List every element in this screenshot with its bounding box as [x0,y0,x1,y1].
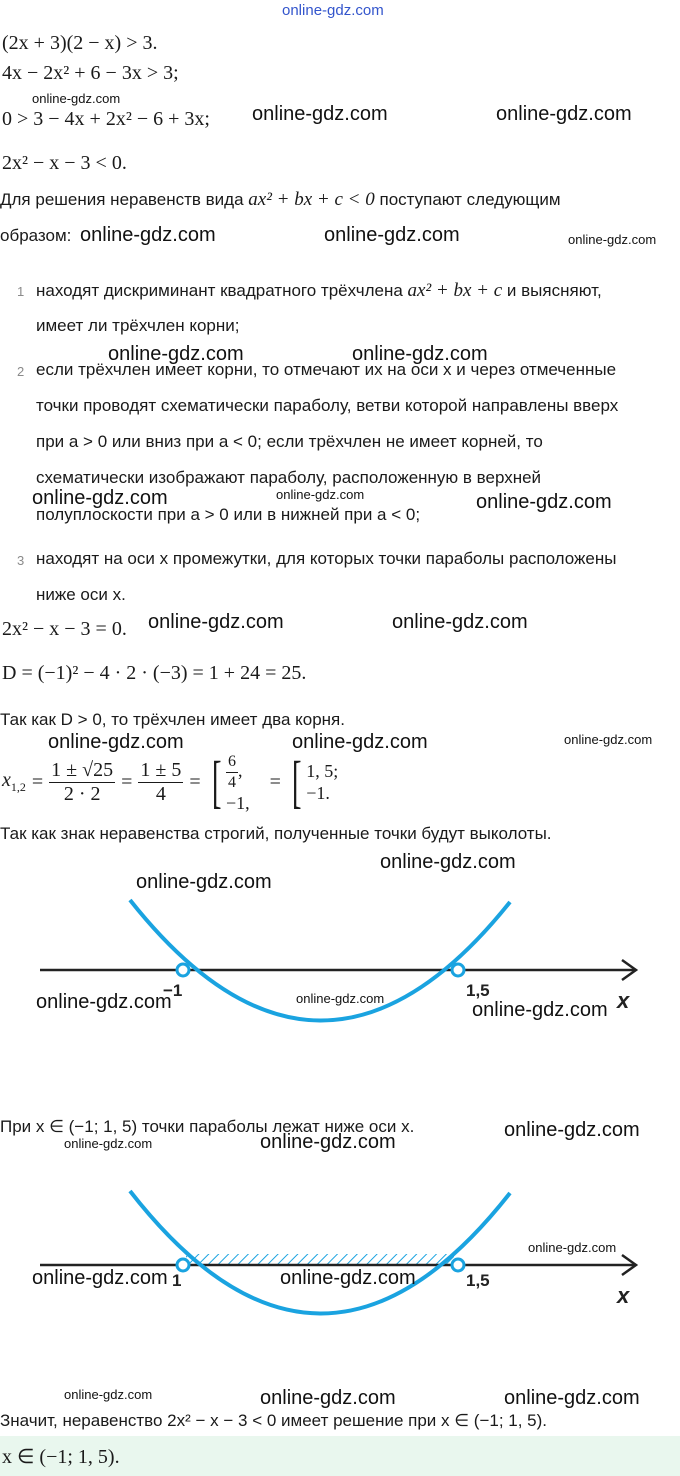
graph-2-axis-label: x [617,1283,630,1308]
equation-zero: 2x² − x − 3 = 0. [2,618,127,640]
step-2-line-4: схематически изображают параболу, расположенную в верхней [36,468,542,487]
parabola-graph-1 [0,880,680,1080]
root-point-right-2 [452,1259,464,1271]
step-3-line-1: находят на оси x промежутки, для которых точки параболы расположены [36,549,617,568]
roots-lhs: $x_{1,2}$ [2,769,26,794]
watermark: online-gdz.com [260,1131,396,1153]
discriminant: D = (−1)² − 4 · 2 · (−3) = 1 + 24 = 25. [2,662,307,684]
answer-box [0,1436,680,1476]
step-1-line-2: имеет ли трёхчлен корни; [36,316,240,335]
math-line-1: (2x + 3)(2 − x) > 3. [2,32,158,54]
watermark: online-gdz.com [564,732,653,747]
watermark: online-gdz.com [276,487,365,502]
root-set-2: [ 1, 5; −1. [291,749,339,814]
root-point-left-2 [177,1259,189,1271]
watermark: online-gdz.com [136,871,272,893]
step-2-line-3: при a > 0 или вниз при a < 0; если трёхчлен не имеет корней, то [36,432,543,451]
watermark: online-gdz.com [504,1119,640,1141]
two-roots-text: Так как D > 0, то трёхчлен имеет два корня. [0,710,345,729]
roots-formula: $x_{1,2}$ = $\frac{1 \pm √25}{2 \cdot 2}$ = $\frac{1 \pm 5}{4}$ = [ $\frac{6}{4}$ , −1, = [ 1, 5; −1. [2,749,339,814]
top-watermark: online-gdz.com [282,2,384,19]
strict-note: Так как знак неравенства строгий, полученные точки будут выколоты. [0,824,552,843]
intro-line-2: образом: [0,226,72,245]
watermark: online-gdz.com [80,224,216,246]
graph-1-axis-label: x [617,988,630,1013]
watermark: online-gdz.com [36,991,172,1013]
watermark: online-gdz.com [64,1136,153,1151]
answer-text: x ∈ (−1; 1, 5). [2,1446,120,1468]
intro-text-b: поступают следующим [379,190,561,209]
watermark: online-gdz.com [472,999,608,1021]
root-point-right-1 [452,964,464,976]
graph-1-right-label: 1,5 [466,981,490,1000]
step-2-line-1: если трёхчлен имеет корни, то отмечают их на оси x и через отмеченные [36,360,617,379]
graph-2-left-label: 1 [172,1271,182,1290]
watermark: online-gdz.com [32,487,168,509]
watermark: online-gdz.com [32,91,121,106]
watermark: online-gdz.com [252,103,388,125]
step-number-3: 3 [17,553,25,568]
watermark: online-gdz.com [496,103,632,125]
step-2-line-2: точки проводят схематически параболу, ветви которой направлены вверх [36,396,619,415]
watermark: online-gdz.com [148,611,284,633]
watermark: online-gdz.com [528,1240,617,1255]
watermark: online-gdz.com [568,232,657,247]
watermark: online-gdz.com [260,1387,396,1409]
graph-1-left-label: −1 [163,981,183,1000]
step-1-formula: ax² + bx + c [407,280,503,301]
watermark: online-gdz.com [292,731,428,753]
conclusion-text: Значит, неравенство 2x² − x − 3 < 0 имеет решение при x ∈ (−1; 1, 5). [0,1411,548,1430]
step-number-1: 1 [17,284,25,299]
watermark: online-gdz.com [64,1387,153,1402]
intro-text-a: Для решения неравенств вида [0,190,244,209]
watermark: online-gdz.com [504,1387,640,1409]
math-line-3: 0 > 3 − 4x + 2x² − 6 + 3x; [2,108,210,130]
watermark: online-gdz.com [280,1267,416,1289]
root-set-1: [ $\frac{6}{4}$ , −1, [211,749,250,814]
root-fraction-1: $\frac{1 \pm √25}{2 \cdot 2}$ [51,758,114,805]
between-text: При x ∈ (−1; 1, 5) точки параболы лежат ниже оси x. [0,1117,415,1136]
intro-line-1 [0,189,561,211]
watermark: online-gdz.com [392,611,528,633]
step-2-line-5: полуплоскости при a > 0 или в нижней при a < 0; [36,505,421,524]
root-fraction-2: $\frac{1 \pm 5}{4}$ [140,758,182,805]
step-3-line-2: ниже оси x. [36,585,126,604]
graph-2-right-label: 1,5 [466,1271,490,1290]
intro-formula: ax² + bx + c < 0 [248,189,375,210]
solution-hatch [186,1254,454,1265]
step-1-text-b: и выясняют, [506,281,602,300]
watermark: online-gdz.com [48,731,184,753]
math-line-2: 4x − 2x² + 6 − 3x > 3; [2,62,179,84]
parabola-curve-2 [130,1191,510,1314]
watermark: online-gdz.com [32,1267,168,1289]
step-1-text-a: находят дискриминант квадратного трёхчлена [36,281,403,300]
step-number-2: 2 [17,364,25,379]
watermark: online-gdz.com [108,343,244,365]
root-point-left-1 [177,964,189,976]
math-line-4: 2x² − x − 3 < 0. [2,152,127,174]
watermark: online-gdz.com [352,343,488,365]
watermark: online-gdz.com [380,851,516,873]
step-1-line-1 [36,280,602,302]
watermark: online-gdz.com [476,491,612,513]
watermark: online-gdz.com [296,991,385,1006]
watermark: online-gdz.com [324,224,460,246]
